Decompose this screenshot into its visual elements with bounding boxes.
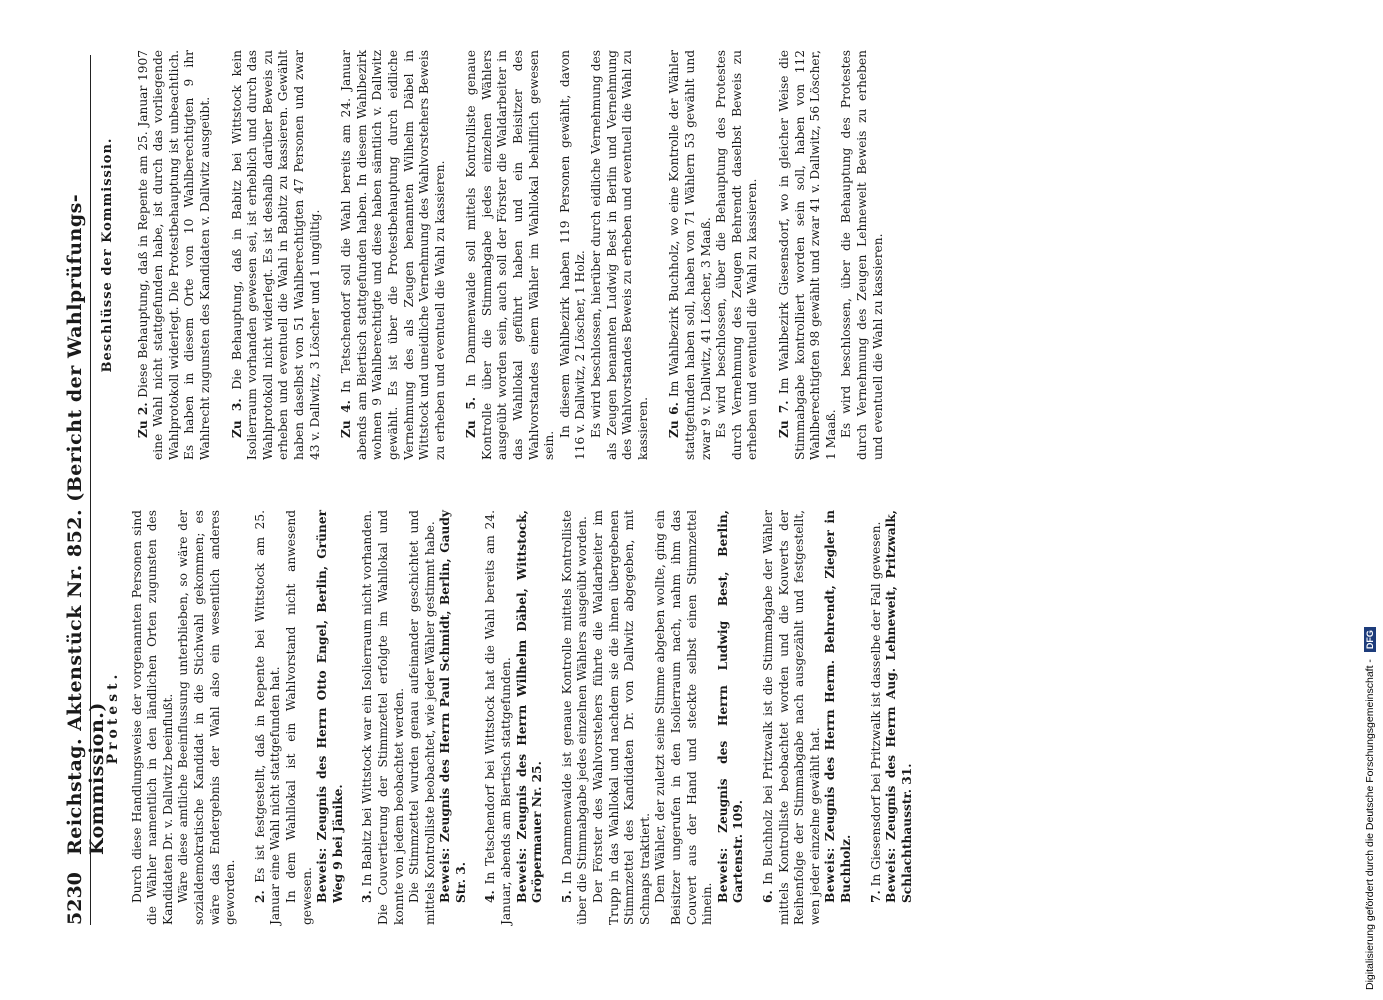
evidence-text: Zeugnis des Herrn Herm. Behrendt, Ziegler in Buchholz. bbox=[823, 509, 853, 903]
evidence-line bbox=[716, 510, 747, 925]
paragraph-text: In dem Wahllokal ist ein Wahlvorstand nicht anwesend gewesen. bbox=[283, 510, 314, 925]
decision-lead: Zu 5. bbox=[464, 396, 479, 438]
protest-section bbox=[483, 510, 545, 925]
section-number: 7. bbox=[868, 890, 883, 903]
evidence-label: Beweis: bbox=[514, 847, 529, 903]
decision-paragraph bbox=[558, 50, 589, 460]
paragraph-text: Im Wahlbezirk Buchholz, wo eine Kontrolle der Wähler stattgefunden haben soll, haben von 71 Wählern 53 gewählt und zwar 9 v. Dallwitz, 41 Löscher, 3 Maaß. bbox=[667, 50, 713, 460]
decision-paragraph bbox=[589, 50, 651, 460]
protest-paragraph bbox=[869, 510, 885, 925]
section-number: 2. bbox=[252, 890, 267, 903]
protest-paragraph bbox=[591, 510, 653, 925]
decision-section bbox=[136, 50, 214, 460]
paragraph-text: In Tetschendorf bei Wittstock hat die Wahl bereits am 24. Januar, abends am Biertisch stattgefunden. bbox=[483, 509, 514, 925]
decision-paragraph bbox=[839, 50, 886, 460]
section-number: 3. bbox=[360, 890, 375, 903]
paragraph-text: In Buchholz bei Pritzwalk ist die Stimmabgabe der Wähler mittels Kontrolliste beobachtet worden und die Kouverts der Reihenfolge der Stimmabgabe nach ausgezählt und festgestellt, wen jeder einzelne gewählt hat. bbox=[760, 510, 822, 925]
protest-column bbox=[100, 510, 915, 925]
decision-paragraph bbox=[464, 50, 558, 460]
evidence-text: Zeugnis des Herrn Ludwig Best, Berlin, Gartenstr. 109. bbox=[715, 509, 746, 903]
evidence-text: Zeugnis des Herrn Paul Schmidt, Berlin, Gaudy Str. 3. bbox=[438, 510, 468, 903]
protest-section bbox=[360, 510, 469, 925]
evidence-label: Beweis: bbox=[884, 847, 899, 903]
evidence-line bbox=[515, 510, 546, 925]
protest-section bbox=[869, 510, 916, 925]
protest-heading: Protest. bbox=[105, 670, 121, 765]
protest-section bbox=[761, 510, 855, 925]
paragraph-text: Diese Behauptung, daß in Repente am 25. Januar 1907 eine Wahl nicht stattgefunden habe, ist durch das vorliegende Wahlprotokoll widerlegt. Die Protestbehauptung ist unbeachtlich. Es haben in diesem Orte von 10 Wahlberechtigten 9 ihr Wahlrecht zugunsten des Kandidaten v. Dallwitz ausgeübt. bbox=[135, 50, 212, 460]
decision-section bbox=[464, 50, 651, 460]
decisions-heading: Beschlüsse der Kommission. bbox=[100, 137, 115, 373]
paragraph-text: Es wird beschlossen, hierüber durch eidliche Vernehmung des als Zeugen benannten Ludwig Best in Berlin und Vernehmung des Wahlvorstandes Beweis zu erheben und eventuell die Wahl zu kassieren. bbox=[589, 50, 650, 460]
protest-paragraph bbox=[653, 510, 715, 925]
decision-section bbox=[777, 50, 886, 460]
intro-paragraph: Durch diese Handlungsweise der vorgenannten Personen sind die Wähler namentlich in den ländlichen Orten zugunsten des Kandidaten Dr. v. Dallwitz beeinflußt. bbox=[129, 510, 175, 925]
digitization-credit bbox=[1362, 10, 1378, 990]
decisions-column bbox=[100, 50, 886, 460]
evidence-label: Beweis: bbox=[715, 847, 730, 903]
section-number: 4. bbox=[483, 890, 498, 903]
protest-section bbox=[560, 510, 747, 925]
paragraph-text: In Dammenwalde ist genaue Kontrolle mittels Kontrolliste über die Stimmabgabe jedes einzelnen Wählers ausgeübt worden. bbox=[559, 510, 590, 925]
paragraph-text: In Tetschendorf soll die Wahl bereits am 24. Januar abends am Biertisch stattgefunden haben. In diesem Wahlbezirk wohnen 9 Wahlberechtigte und diese haben sämtlich v. Dallwitz gewählt. Es ist über die Protestbehauptung durch eidliche Vernehmung des als Zeugen benannten Wilhelm Däbel in Wittstock und uneidliche Vernehmung des Wahlvorstehers Beweis zu erheben und eventuell die Wahl zu kassieren. bbox=[339, 50, 447, 460]
paragraph-text: Es wird beschlossen, über die Behauptung des Protestes durch Vernehmung des Zeugen Behrendt daselbst Beweis zu erheben und eventuell die Wahl zu kassieren. bbox=[714, 50, 760, 460]
decision-lead: Zu 4. bbox=[339, 400, 354, 438]
evidence-text: Zeugnis des Herrn Wilhelm Däbel, Wittstock, Gröpermauer Nr. 25. bbox=[514, 510, 545, 903]
paragraph-text: In diesem Wahlbezirk haben 119 Personen gewählt, davon 116 v. Dallwitz, 2 Löscher, 1 Holz. bbox=[557, 50, 588, 460]
protest-paragraph bbox=[360, 510, 407, 925]
decision-paragraph bbox=[230, 50, 324, 460]
page-title: Reichstag. Aktenstück Nr. 852. (Bericht der Wahlprüfungs-Kommission.) bbox=[64, 193, 108, 855]
evidence-label: Beweis: bbox=[438, 847, 453, 903]
evidence-text: Zeugnis des Herrn Otto Engel, Berlin, Grüner Weg 9 bei Jänike. bbox=[315, 509, 345, 903]
paragraph-text: Im Wahlbezirk Giesensdorf, wo in gleicher Weise die Stimmabgabe kontrolliert worden sein soll, haben von 112 Wahlberechtigten 98 gewählt und zwar 41 v. Dallwitz, 56 Löscher, 1 Maaß. bbox=[776, 49, 838, 460]
paragraph-text: In Dammenwalde soll mittels Kontrolliste genaue Kontrolle über die Stimmabgabe jedes einzelnen Wählers ausgeübt worden sein, auch soll der Förster die Waldarbeiter in das Wahllokal geführt haben und ein Beisitzer des Wahlvorstandes einem Wähler im Wahllokal behilflich gewesen sein. bbox=[464, 50, 557, 460]
evidence-text: Zeugnis des Herrn Aug. Lehneweit, Pritzwalk, Schlachthausstr. 31. bbox=[884, 509, 914, 903]
decision-lead: Zu 2. bbox=[135, 402, 150, 438]
evidence-line bbox=[438, 510, 469, 925]
paragraph-text: Die Behauptung, daß in Babitz bei Wittstock kein Isolierraum vorhanden gewesen sei, ist erheblich und durch das Wahlprotokoll nicht widerlegt. Es ist deshalb darüber Beweis zu erheben und eventuell die Wahl in Babitz zu kassieren. Gewählt haben daselbst von 51 Wahlberechtigten 47 Personen und zwar 43 v. Dallwitz, 3 Löscher und 1 ungültig. bbox=[229, 50, 322, 460]
paragraph-text: In Giesensdorf bei Pritzwalk ist dasselbe der Fall gewesen. bbox=[868, 521, 883, 887]
paragraph-text: Die Stimmzettel wurden genau aufeinander geschichtet und mittels Kontrolliste beobachtet, wie jeder Wähler gestimmt habe. bbox=[407, 510, 437, 925]
decision-paragraph bbox=[667, 50, 714, 460]
paragraph-text: In Babitz bei Wittstock war ein Isolierraum nicht vorhanden. Die Couvertierung der Stimmzettel erfolgte im Wahllokal und konnte von jedem beobachtet werden. bbox=[360, 509, 406, 925]
protest-paragraph bbox=[560, 510, 591, 925]
protest-paragraph bbox=[253, 510, 284, 925]
paragraph-text: Es wird beschlossen, über die Behauptung des Protestes durch Vernehmung des Zeugen Lehnewelt Beweis zu erheben und eventuell die Wahl zu kassieren. bbox=[839, 50, 885, 460]
section-number: 6. bbox=[760, 890, 775, 903]
decision-section bbox=[339, 50, 448, 460]
evidence-line bbox=[315, 510, 346, 925]
decision-lead: Zu 6. bbox=[667, 402, 682, 438]
evidence-label: Beweis: bbox=[823, 847, 838, 903]
decision-section bbox=[230, 50, 324, 460]
decision-lead: Zu 7. bbox=[776, 400, 791, 438]
decision-lead: Zu 3. bbox=[229, 398, 244, 438]
paragraph-text: Der Förster des Wahlvorstehers führte die Waldarbeiter im Trupp in das Wahllokal und nachdem sie die ihnen übergebenen Stimmzettel des Kandidaten Dr. von Dallwitz abgegeben, mit Schnaps traktiert. bbox=[591, 510, 652, 925]
evidence-line bbox=[823, 510, 854, 925]
evidence-label: Beweis: bbox=[315, 847, 330, 903]
protest-paragraph bbox=[483, 510, 514, 925]
evidence-line bbox=[884, 510, 915, 925]
paragraph-text: Dem Wähler, der zuletzt seine Stimme abgeben wollte, ging ein Beisitzer ungerufen in den Isolierraum nach, nahm ihm das Couvert aus der Hand und steckte selbst einen Stimmzettel hinein. bbox=[653, 510, 715, 925]
decision-paragraph bbox=[714, 50, 761, 460]
dfg-logo: DFG bbox=[1364, 627, 1376, 652]
decision-paragraph bbox=[777, 50, 839, 460]
protest-paragraph bbox=[761, 510, 823, 925]
intro-paragraph: Wäre diese amtliche Beeinflussung unterblieben, so wäre der sozialdemokratische Kandidat in die Stichwahl gekommen; es wäre das Endergebnis der Wahl also ein wesentlich anderes geworden. bbox=[176, 510, 238, 925]
decision-paragraph bbox=[136, 50, 214, 460]
paragraph-text: Es ist festgestellt, daß in Repente bei Wittstock am 25. Januar eine Wahl nicht stattgefunden hat. bbox=[252, 509, 283, 925]
protest-paragraph bbox=[407, 510, 438, 925]
section-number: 5. bbox=[559, 890, 574, 903]
protest-section bbox=[253, 510, 347, 925]
page-number: 5230 bbox=[64, 872, 86, 925]
decision-section bbox=[667, 50, 761, 460]
protest-paragraph bbox=[284, 510, 315, 925]
credit-text: Digitalisierung gefördert durch die Deutsche Forschungsgemeinschaft - bbox=[1364, 659, 1376, 990]
decision-paragraph bbox=[339, 50, 448, 460]
